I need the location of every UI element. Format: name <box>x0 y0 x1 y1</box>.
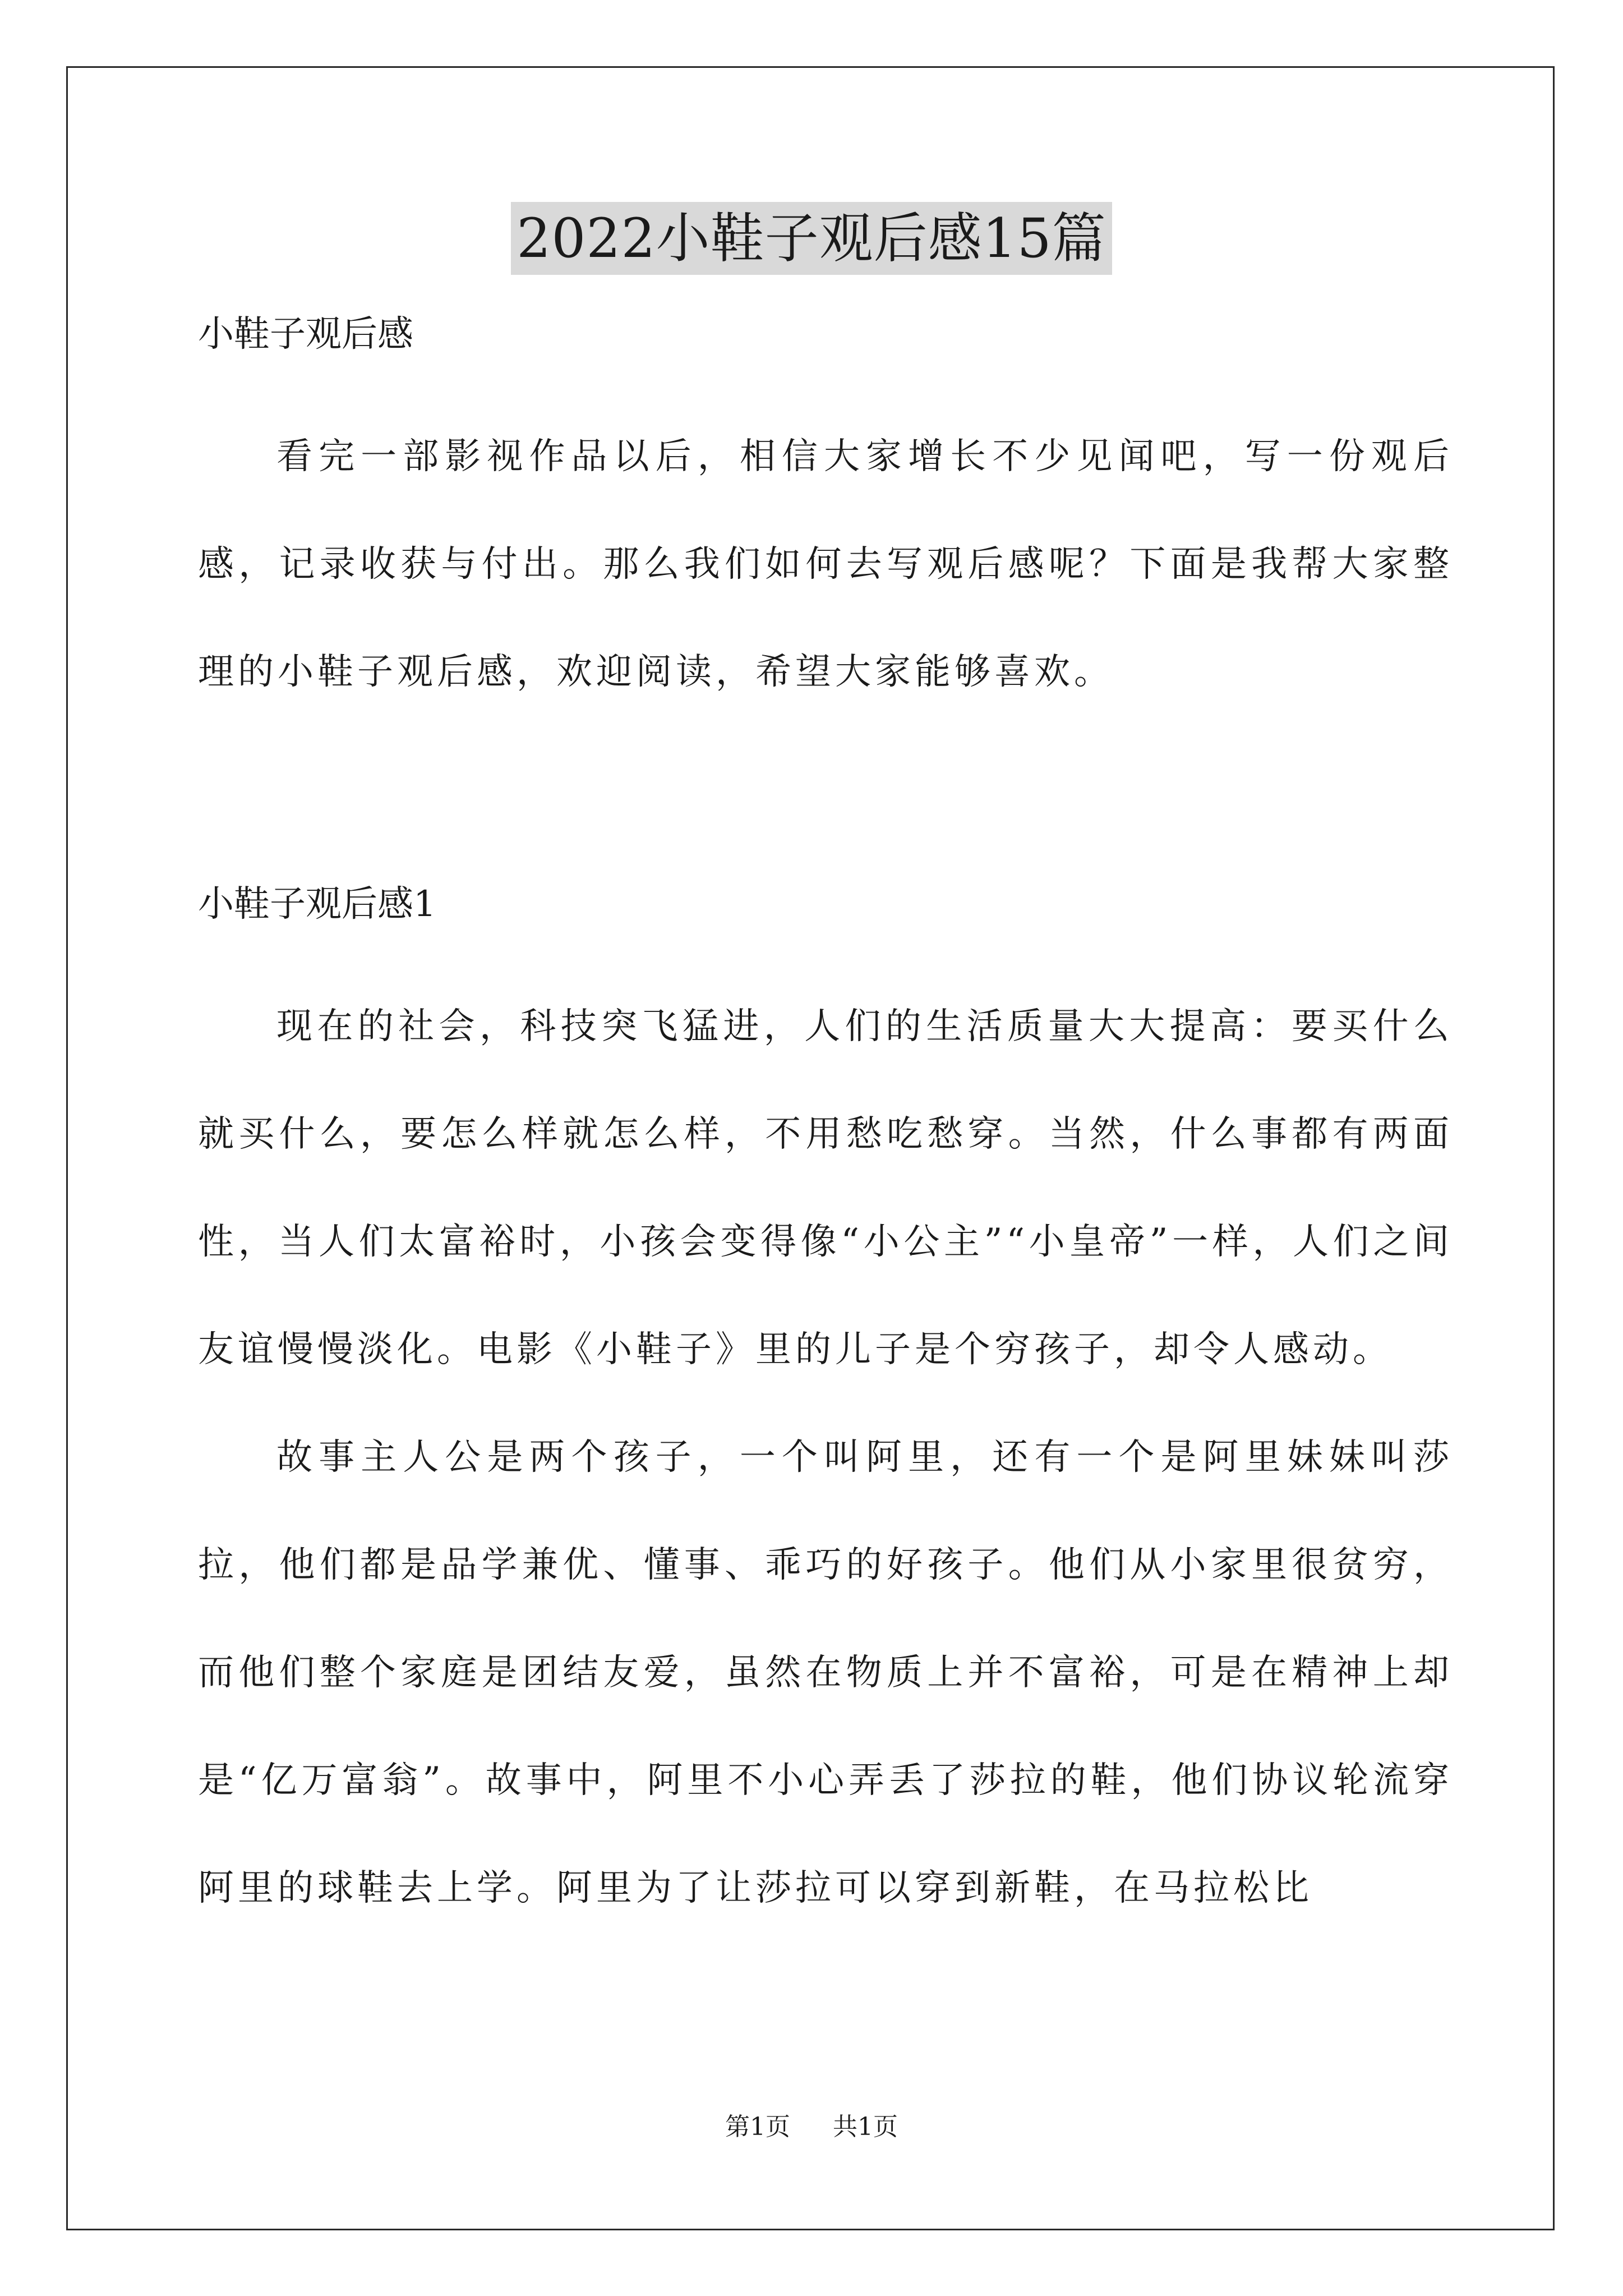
page-total: 共1页 <box>833 2113 898 2141</box>
document-title: 2022小鞋子观后感15篇 <box>511 202 1112 275</box>
title-container <box>0 202 1623 275</box>
section-heading: 小鞋子观后感1 <box>198 884 436 925</box>
body-paragraph: 故事主人公是两个孩子，一个叫阿里，还有一个是阿里妹妹叫莎拉，他们都是品学兼优、懂事、乖巧的好孩子。他们从小家里很贫穷，而他们整个家庭是团结友爱，虽然在物质上并不富裕，可是在精神上却是“亿万富翁”。故事中，阿里不小心弄丢了莎拉的鞋，他们协议轮流穿阿里的球鞋去上学。阿里为了让莎拉可以穿到新鞋，在马拉松比 <box>198 1437 1453 1909</box>
body-paragraph: 现在的社会，科技突飞猛进，人们的生活质量大大提高：要买什么就买什么，要怎么样就怎么样，不用愁吃愁穿。当然，什么事都有两面性，当人们太富裕时，小孩会变得像“小公主”“小皇帝”一样，人们之间友谊慢慢淡化。电影《小鞋子》里的儿子是个穷孩子，却令人感动。 <box>198 1006 1453 1370</box>
page-number: 第1页 <box>725 2113 790 2141</box>
page-footer <box>0 2110 1623 2144</box>
intro-heading: 小鞋子观后感 <box>198 314 413 355</box>
intro-paragraph: 看完一部影视作品以后，相信大家增长不少见闻吧，写一份观后感，记录收获与付出。那么我们如何去写观后感呢？下面是我帮大家整理的小鞋子观后感，欢迎阅读，希望大家能够喜欢。 <box>198 436 1453 693</box>
document-body <box>198 307 1453 1942</box>
